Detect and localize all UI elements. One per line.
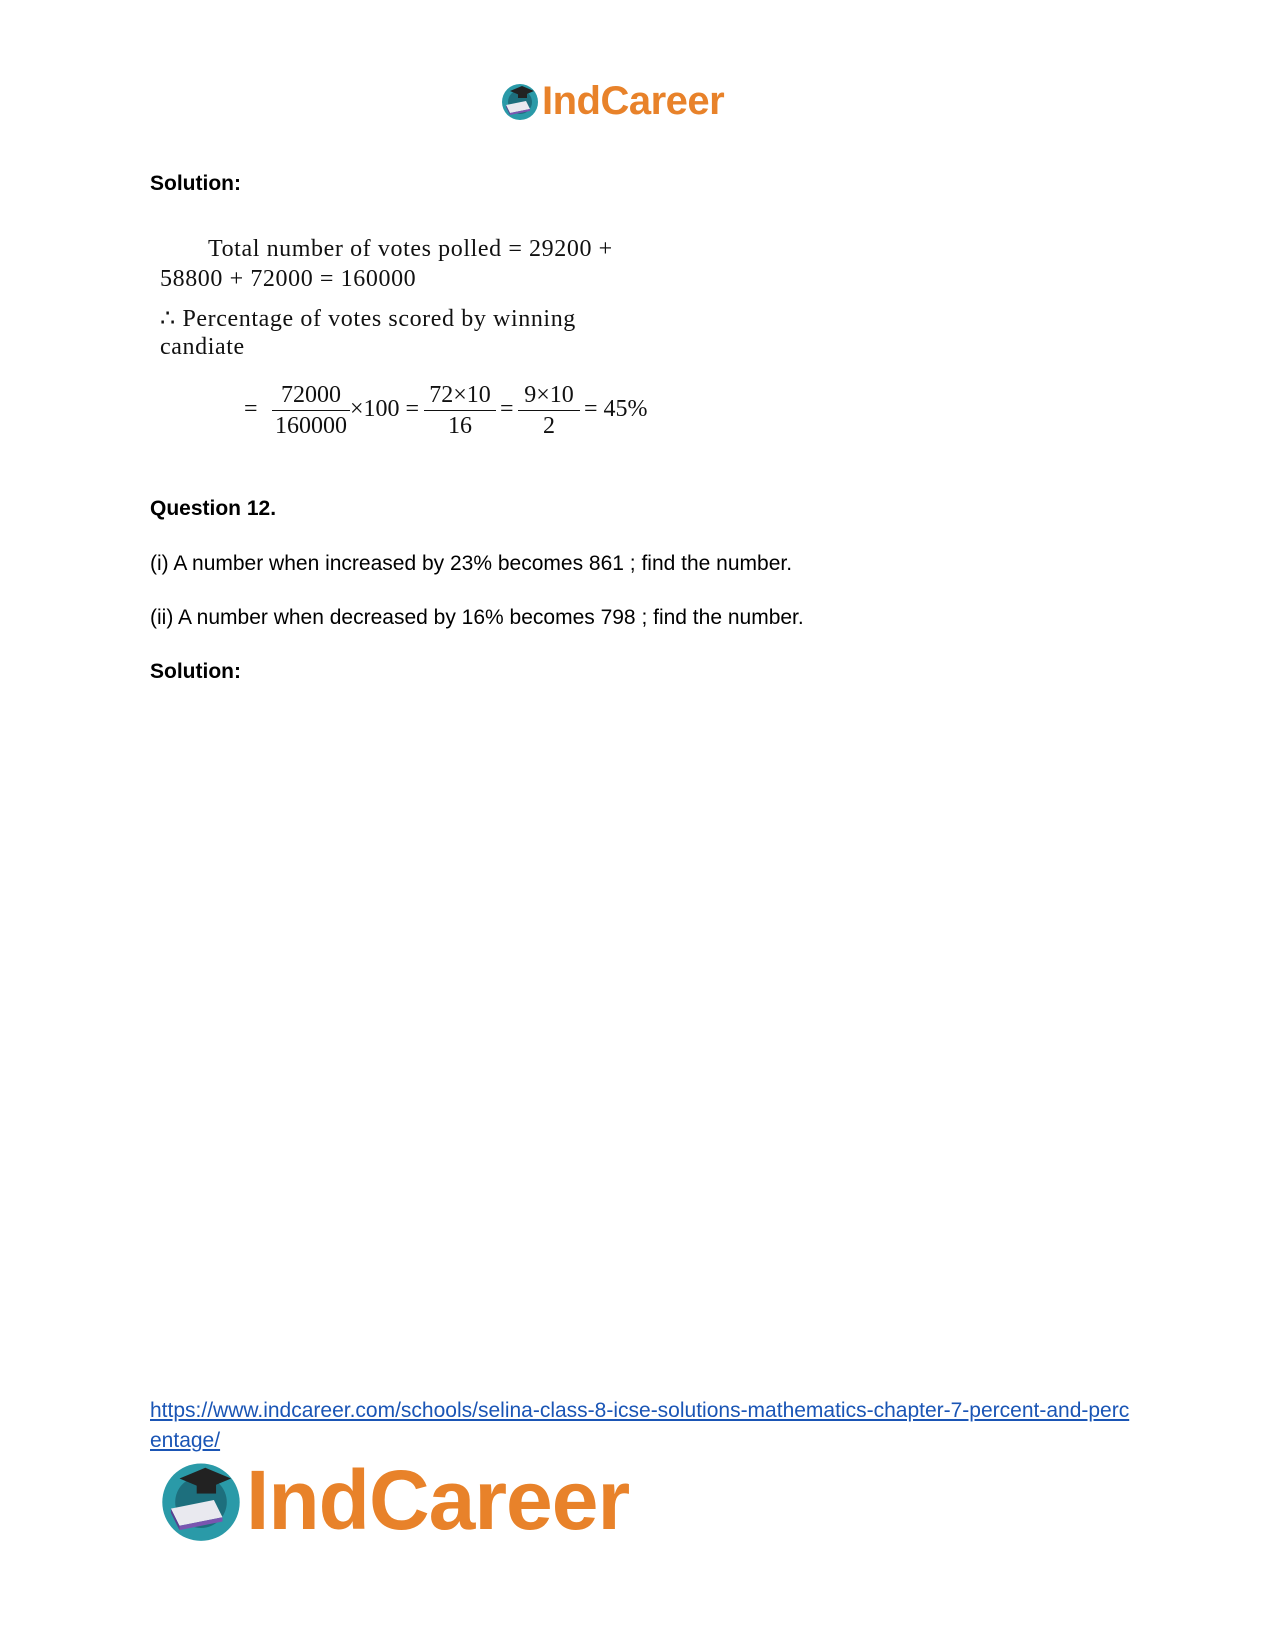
solution-heading: Solution: (150, 660, 241, 683)
fraction (272, 381, 350, 441)
graduation-book-icon (500, 81, 540, 121)
equals-sign: = (500, 396, 514, 422)
math-operator: ×100 = (350, 396, 420, 422)
math-line: ∴ Percentage of votes scored by winning (160, 306, 576, 332)
math-line: Total number of votes polled = 29200 + (208, 236, 613, 262)
fraction-numerator: 72000 (272, 381, 350, 411)
fraction (424, 381, 496, 441)
header-logo (500, 78, 724, 124)
brand-wordmark: IndCareer (542, 79, 725, 123)
source-link[interactable]: https://www.indcareer.com/schools/selina-class-8-icse-solutions-mathematics-chapter-7-percent-and-percentage/ (150, 1399, 1130, 1452)
question-part-i: (i) A number when increased by 23% becomes 861 ; find the number. (150, 552, 793, 575)
math-line: 58800 + 72000 = 160000 (160, 266, 417, 292)
fraction-numerator: 72×10 (424, 381, 496, 411)
math-line: candiate (160, 334, 245, 360)
equals-sign: = (244, 396, 258, 422)
math-result: = 45% (584, 396, 648, 422)
graduation-book-icon (158, 1457, 244, 1543)
fraction (518, 381, 580, 441)
question-part-ii: (ii) A number when decreased by 16% becomes 798 ; find the number. (150, 606, 804, 629)
fraction-denominator: 16 (448, 413, 472, 439)
footer-logo (158, 1453, 630, 1547)
question-heading: Question 12. (150, 497, 277, 520)
fraction-numerator: 9×10 (518, 381, 580, 411)
math-solution (160, 236, 700, 466)
fraction-denominator: 2 (543, 413, 555, 439)
fraction-denominator: 160000 (275, 413, 347, 439)
brand-wordmark: IndCareer (246, 1453, 630, 1547)
solution-heading: Solution: (150, 172, 241, 195)
